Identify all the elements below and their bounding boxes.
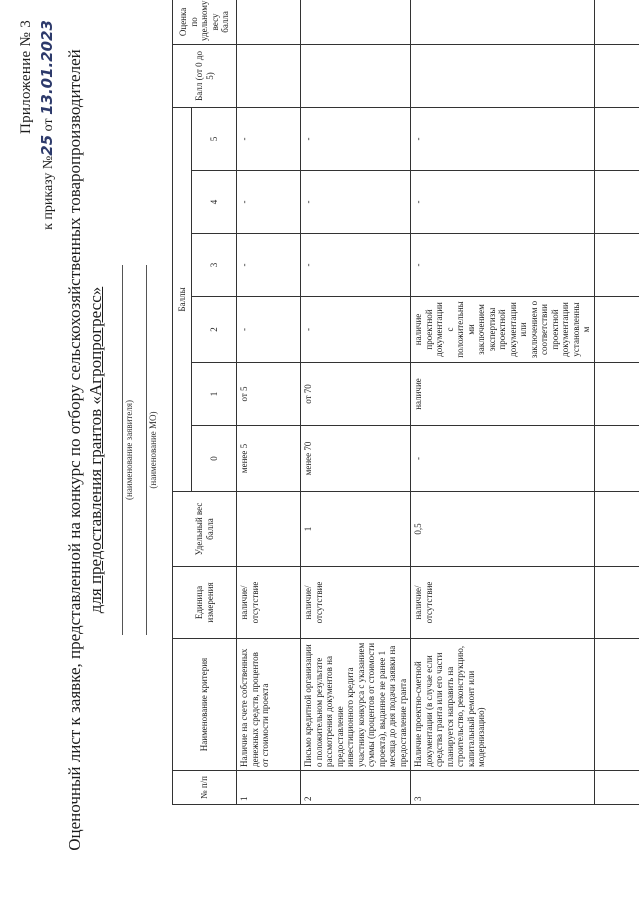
row-point-0: менее 70 [301,426,411,492]
mo-blank-line [146,265,147,635]
row-unit: наличие/ отсутствие [411,567,595,639]
empty-cell [594,426,639,492]
header-weight: Удельный вес балла [173,492,237,567]
mo-caption: (наименование МО) [148,411,158,489]
table-row-continuation [594,0,639,805]
document-heading [64,25,106,875]
header-points-group: Баллы [173,107,192,491]
row-number: 1 [237,771,301,805]
row-point-1: наличие [411,363,595,426]
order-from: от [41,118,56,132]
applicant-caption: (наименование заявителя) [124,400,134,500]
header-point-4: 4 [192,171,237,234]
row-point-2: - [301,297,411,363]
row-weight: 0,5 [411,492,595,567]
empty-cell [594,44,639,107]
row-weighted-cell [237,0,301,44]
header-point-0: 0 [192,426,237,492]
row-unit: наличие/ отсутствие [237,567,301,639]
empty-cell [594,0,639,44]
order-date: 13.01.2023 [38,20,56,115]
header-point-2: 2 [192,297,237,363]
empty-cell [594,567,639,639]
row-point-2: наличие проектной документации с положительными заключением экспертизы проектной документации или заключением о соответствии проектной документации установленным [411,297,595,363]
table-row [237,0,301,805]
applicant-blank-line [122,265,123,635]
empty-cell [594,107,639,170]
empty-cell [594,363,639,426]
row-point-2: - [237,297,301,363]
row-point-5: - [301,107,411,170]
empty-cell [594,297,639,363]
appendix-title: Приложение № 3 [18,20,34,135]
header-unit: Единица измерения [173,567,237,639]
order-prefix: к приказу № [41,155,56,230]
header-number: № п/п [173,771,237,805]
row-weight: 1 [301,492,411,567]
row-point-5: - [411,107,595,170]
row-point-1: от 70 [301,363,411,426]
row-point-3: - [411,234,595,297]
row-point-5: - [237,107,301,170]
row-score-cell [237,44,301,107]
row-point-0: менее 5 [237,426,301,492]
row-point-3: - [237,234,301,297]
heading-line-2: для предоставления грантов «Агропрогресс» [86,286,105,614]
row-criterion: Наличие проектно-сметной документации (в случае если средства гранта или его части планируется направить на строительство, реконструкцию, капитальный ремонт или модернизацию) [411,639,595,771]
table-header-row [173,0,192,805]
row-criterion: Письмо кредитной организации о положительном результате рассмотрения документов на предоставление инвестиционного кредита участнику конкурса с указанием суммы (процентов от стоимости проекта), выданное не ранее 1 месяца до дня подачи заявки на предоставление гранта [301,639,411,771]
order-number: 25 [38,134,56,156]
empty-cell [594,234,639,297]
row-weighted-cell [411,0,595,44]
empty-cell [594,639,639,771]
table-row [411,0,595,805]
table-row [301,0,411,805]
row-number: 2 [301,771,411,805]
header-weighted-score: Оценка по удельному весу балла [173,0,237,44]
row-score-cell [301,44,411,107]
header-point-1: 1 [192,363,237,426]
row-point-4: - [237,171,301,234]
empty-cell [594,171,639,234]
row-unit: наличие/ отсутствие [301,567,411,639]
row-point-3: - [301,234,411,297]
row-number: 3 [411,771,595,805]
empty-cell [594,771,639,805]
header-score: Балл (от 0 до 5) [173,44,237,107]
header-point-3: 3 [192,234,237,297]
row-score-cell [411,44,595,107]
row-point-4: - [411,171,595,234]
row-weighted-cell [301,0,411,44]
header-criterion: Наименование критерия [173,639,237,771]
row-point-0: - [411,426,595,492]
row-criterion: Наличие на счете собственных денежных средств, процентов от стоимости проекта [237,639,301,771]
order-reference [38,20,57,230]
criteria-table [172,0,639,805]
row-point-4: - [301,171,411,234]
heading-line-1: Оценочный лист к заявке, представленной на конкурс по отбору сельскохозяйственных товаропроизводителей [65,49,84,851]
header-point-5: 5 [192,107,237,170]
row-point-1: от 5 [237,363,301,426]
empty-cell [594,492,639,567]
row-weight [237,492,301,567]
